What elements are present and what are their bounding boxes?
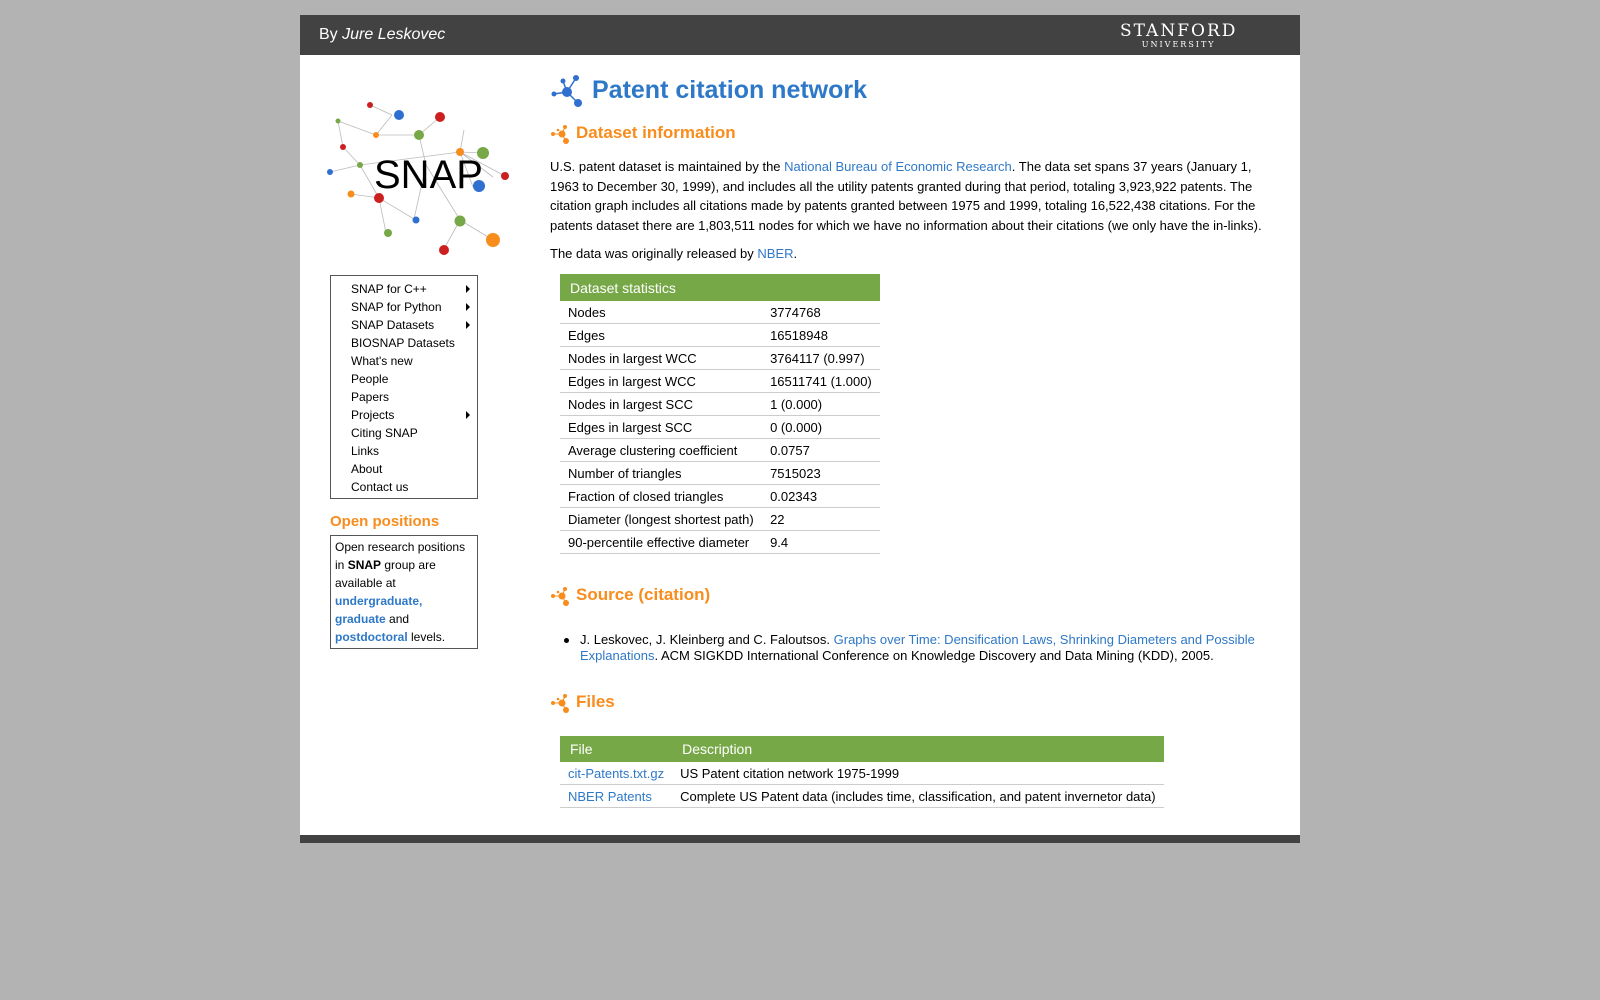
open-positions-text: group are available at [335, 558, 436, 590]
citation-authors: J. Leskovec, J. Kleinberg and C. Faloutsos. [580, 632, 831, 647]
dataset-description [550, 157, 1266, 235]
menu-item-label: SNAP for Python [351, 300, 442, 314]
menu-item-label: Citing SNAP [351, 426, 418, 440]
submenu-arrow-icon [466, 303, 470, 311]
table-row [560, 370, 880, 393]
stats-header: Dataset statistics [560, 274, 880, 301]
menu-item-biosnap-datasets[interactable] [331, 334, 477, 352]
open-positions-text: Open research positions in [335, 540, 466, 572]
stat-value: 1 (0.000) [762, 393, 880, 416]
desc-text: U.S. patent dataset is maintained by the [550, 159, 781, 174]
stat-value: 0 (0.000) [762, 416, 880, 439]
stat-value: 0.0757 [762, 439, 880, 462]
bullet-icon [564, 638, 569, 643]
table-row [560, 416, 880, 439]
stat-value: 9.4 [762, 531, 880, 554]
nber-link[interactable]: NBER [757, 246, 794, 261]
table-row [560, 439, 880, 462]
menu-item-label: People [351, 372, 389, 386]
bottom-bar [300, 835, 1300, 843]
menu-item-label: BIOSNAP Datasets [351, 336, 455, 350]
paper-link[interactable]: Graphs over Time: Densification Laws, Shrinking Diameters and Possible Explanations [580, 632, 1255, 663]
byline [319, 26, 445, 44]
menu-item-label: Papers [351, 390, 390, 404]
table-row [560, 531, 880, 554]
file-cell [560, 762, 672, 785]
submenu-arrow-icon [466, 411, 470, 419]
submenu-arrow-icon [466, 285, 470, 293]
file-link[interactable]: NBER Patents [568, 788, 652, 804]
stat-value: 16511741 (1.000) [762, 370, 880, 393]
table-row [560, 324, 880, 347]
network-orange-icon [550, 692, 570, 714]
table-row [560, 462, 880, 485]
stanford-wordmark: STANFORD [1120, 21, 1238, 41]
file-description: US Patent citation network 1975-1999 [672, 762, 1164, 785]
stat-value: 3774768 [762, 301, 880, 324]
menu-item-label: Contact us [351, 480, 409, 494]
released-suffix: . [793, 246, 798, 261]
menu-item-label: About [351, 462, 383, 476]
stat-label: Fraction of closed triangles [560, 485, 762, 508]
released-text: The data was originally released by [550, 246, 754, 261]
file-link[interactable]: cit-Patents.txt.gz [568, 765, 665, 781]
open-positions-levels: levels. [411, 630, 446, 644]
stat-label: Number of triangles [560, 462, 762, 485]
menu-item-what-s-new[interactable] [331, 352, 477, 370]
stat-label: Edges in largest WCC [560, 370, 762, 393]
citation-venue: . ACM SIGKDD International Conference on Knowledge Discovery and Data Mining (KDD), 2005. [654, 648, 1214, 663]
page [300, 15, 1300, 843]
dataset-statistics-table [560, 274, 880, 554]
menu-item-about[interactable] [331, 460, 477, 478]
source-heading: Source (citation) [576, 585, 711, 604]
undergraduate-link[interactable]: undergraduate, [335, 594, 423, 608]
menu-item-papers[interactable] [331, 388, 477, 406]
table-row [560, 485, 880, 508]
menu-item-links[interactable] [331, 442, 477, 460]
menu-item-projects[interactable] [331, 406, 477, 424]
network-blue-icon [550, 73, 584, 109]
stat-value: 3764117 (0.997) [762, 347, 880, 370]
open-positions-snap: SNAP [347, 558, 382, 572]
stat-label: Nodes [560, 301, 762, 324]
stanford-logo[interactable] [1120, 22, 1237, 50]
menu-item-label: SNAP for C++ [351, 282, 427, 296]
menu-item-contact-us[interactable] [331, 478, 477, 496]
stat-label: Nodes in largest SCC [560, 393, 762, 416]
open-positions-title: Open positions [330, 513, 440, 530]
menu-item-citing-snap[interactable] [331, 424, 477, 442]
stat-value: 0.02343 [762, 485, 880, 508]
author-link[interactable]: Jure Leskovec [342, 26, 446, 43]
file-cell [560, 785, 672, 808]
citation-list-item [580, 632, 1270, 664]
table-row [560, 785, 1164, 808]
files-col-description: Description [672, 736, 1164, 762]
open-positions-and: and [389, 612, 410, 626]
stat-value: 16518948 [762, 324, 880, 347]
university-wordmark: UNIVERSITY [1141, 40, 1216, 49]
files-col-file: File [560, 736, 672, 762]
dataset-info-heading: Dataset information [576, 123, 736, 142]
page-title: Patent citation network [592, 76, 868, 104]
files-heading: Files [576, 692, 615, 711]
menu-item-people[interactable] [331, 370, 477, 388]
graduate-link[interactable]: graduate [335, 612, 386, 626]
menu-item-snap-for-python[interactable] [331, 298, 477, 316]
table-row [560, 508, 880, 531]
table-row [560, 762, 1164, 785]
table-row [560, 393, 880, 416]
top-bar [300, 15, 1300, 55]
submenu-arrow-icon [466, 321, 470, 329]
stat-label: Average clustering coefficient [560, 439, 762, 462]
network-orange-icon [550, 585, 570, 607]
table-row [560, 347, 880, 370]
stat-label: Nodes in largest WCC [560, 347, 762, 370]
open-positions-box [330, 535, 478, 649]
desc-text: . The data set spans 37 years (January 1, 1963 to December 30, 1999), and includes all the utility patents granted during that period, totaling 3,923,922 patents. The citation graph includes all citations made by patents granted between 1975 and 1999, totaling 16,522,438 citations. For the patents dataset there are 1,803,511 nodes for which we have no information about their citations (we only have the in-links). [550, 159, 1262, 233]
byline-prefix: By [319, 26, 338, 43]
network-orange-icon [550, 123, 570, 145]
stat-label: Edges in largest SCC [560, 416, 762, 439]
stat-label: Edges [560, 324, 762, 347]
snap-logo[interactable] [326, 85, 516, 265]
released-by [550, 246, 797, 261]
menu-item-snap-datasets[interactable] [331, 316, 477, 334]
table-row [560, 301, 880, 324]
menu-item-label: SNAP Datasets [351, 318, 435, 332]
postdoctoral-link[interactable]: postdoctoral [335, 630, 408, 644]
nav-menu [330, 275, 478, 499]
stat-label: Diameter (longest shortest path) [560, 508, 762, 531]
menu-item-label: Links [351, 444, 380, 458]
menu-item-snap-for-c[interactable] [331, 280, 477, 298]
stat-value: 22 [762, 508, 880, 531]
files-table [560, 736, 1164, 808]
snap-logo-text: SNAP [374, 153, 483, 197]
stat-value: 7515023 [762, 462, 880, 485]
menu-item-label: Projects [351, 408, 395, 422]
menu-item-label: What's new [351, 354, 413, 368]
file-description: Complete US Patent data (includes time, classification, and patent invernetor data) [672, 785, 1164, 808]
nber-full-link[interactable]: National Bureau of Economic Research [784, 159, 1012, 174]
stat-label: 90-percentile effective diameter [560, 531, 762, 554]
